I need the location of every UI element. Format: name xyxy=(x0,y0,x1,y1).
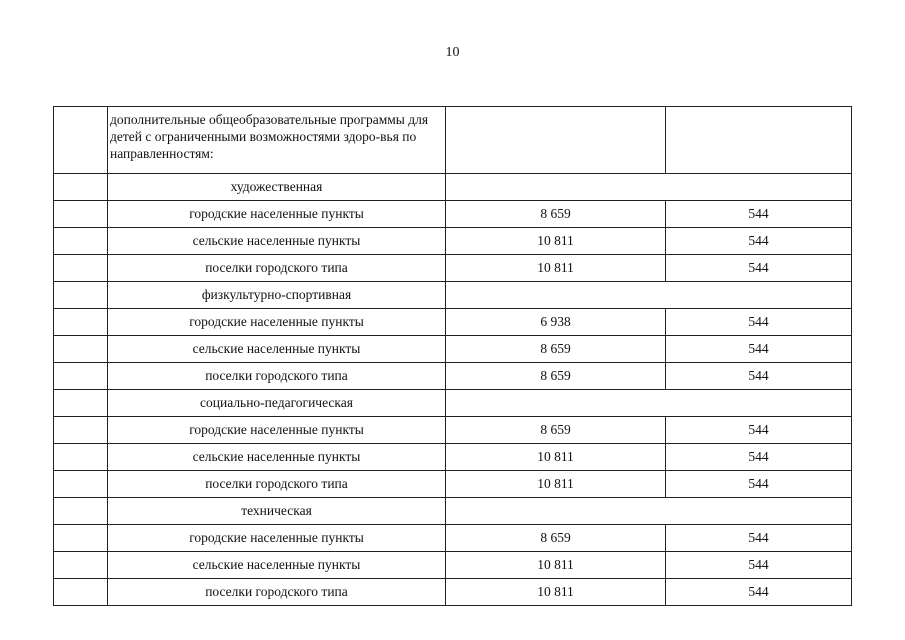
value-cell-empty xyxy=(446,174,852,201)
category-label: социально-педагогическая xyxy=(108,390,446,417)
normative-value-cell: 10 811 xyxy=(446,228,666,255)
coefficient-value-cell: 544 xyxy=(666,579,852,606)
normative-value-cell: 8 659 xyxy=(446,201,666,228)
coefficient-value-cell: 544 xyxy=(666,309,852,336)
normative-value-cell: 8 659 xyxy=(446,336,666,363)
value-cell-empty xyxy=(446,282,852,309)
row-number-cell xyxy=(54,107,108,174)
normative-value-cell: 8 659 xyxy=(446,417,666,444)
table-header-row xyxy=(54,107,852,174)
row-number-cell xyxy=(54,417,108,444)
coefficient-value-cell: 544 xyxy=(666,336,852,363)
row-number-cell xyxy=(54,390,108,417)
coefficient-value-cell: 544 xyxy=(666,228,852,255)
normative-value-cell: 10 811 xyxy=(446,471,666,498)
category-label: физкультурно-спортивная xyxy=(108,282,446,309)
settlement-type-label: поселки городского типа xyxy=(108,579,446,606)
settlement-type-label: поселки городского типа xyxy=(108,363,446,390)
row-number-cell xyxy=(54,579,108,606)
normative-value-cell: 8 659 xyxy=(446,525,666,552)
table-row xyxy=(54,309,852,336)
funding-table xyxy=(53,106,852,606)
normative-value-cell: 8 659 xyxy=(446,363,666,390)
coefficient-value-cell: 544 xyxy=(666,471,852,498)
settlement-type-label: городские населенные пункты xyxy=(108,201,446,228)
settlement-type-label: сельские населенные пункты xyxy=(108,552,446,579)
coefficient-value-cell: 544 xyxy=(666,201,852,228)
table-row xyxy=(54,525,852,552)
row-number-cell xyxy=(54,255,108,282)
row-number-cell xyxy=(54,552,108,579)
coefficient-value-cell: 544 xyxy=(666,417,852,444)
table-body xyxy=(54,107,852,606)
table-row xyxy=(54,471,852,498)
row-number-cell xyxy=(54,525,108,552)
row-number-cell xyxy=(54,282,108,309)
category-label: техническая xyxy=(108,498,446,525)
normative-value-cell: 10 811 xyxy=(446,255,666,282)
normative-value-cell: 10 811 xyxy=(446,579,666,606)
row-number-cell xyxy=(54,471,108,498)
settlement-type-label: сельские населенные пункты xyxy=(108,336,446,363)
category-row xyxy=(54,282,852,309)
category-row xyxy=(54,498,852,525)
value-cell-empty xyxy=(446,498,852,525)
row-number-cell xyxy=(54,444,108,471)
row-number-cell xyxy=(54,201,108,228)
category-row xyxy=(54,174,852,201)
table-row xyxy=(54,228,852,255)
table-row xyxy=(54,201,852,228)
category-label: художественная xyxy=(108,174,446,201)
table-row xyxy=(54,336,852,363)
normative-value-cell: 6 938 xyxy=(446,309,666,336)
row-number-cell xyxy=(54,309,108,336)
table-row xyxy=(54,255,852,282)
table-row xyxy=(54,579,852,606)
coefficient-value-cell: 544 xyxy=(666,363,852,390)
table-row xyxy=(54,444,852,471)
normative-value-cell: 10 811 xyxy=(446,444,666,471)
category-row xyxy=(54,390,852,417)
table-row xyxy=(54,552,852,579)
normative-value-cell: 10 811 xyxy=(446,552,666,579)
table-row xyxy=(54,417,852,444)
settlement-type-label: сельские населенные пункты xyxy=(108,228,446,255)
coefficient-value-cell: 544 xyxy=(666,525,852,552)
value-cell-empty xyxy=(446,390,852,417)
row-number-cell xyxy=(54,498,108,525)
settlement-type-label: сельские населенные пункты xyxy=(108,444,446,471)
coefficient-value-cell: 544 xyxy=(666,552,852,579)
row-number-cell xyxy=(54,228,108,255)
row-number-cell xyxy=(54,336,108,363)
settlement-type-label: городские населенные пункты xyxy=(108,525,446,552)
value-cell-empty xyxy=(446,107,666,174)
settlement-type-label: городские населенные пункты xyxy=(108,417,446,444)
coefficient-value-cell: 544 xyxy=(666,255,852,282)
row-number-cell xyxy=(54,174,108,201)
settlement-type-label: поселки городского типа xyxy=(108,471,446,498)
page-number: 10 xyxy=(445,45,460,60)
table-row xyxy=(54,363,852,390)
settlement-type-label: поселки городского типа xyxy=(108,255,446,282)
settlement-type-label: городские населенные пункты xyxy=(108,309,446,336)
row-number-cell xyxy=(54,363,108,390)
header-text-cell: дополнительные общеобразовательные программы для детей с ограниченными возможностями здоро-вья по направленностям: xyxy=(108,107,446,174)
coefficient-value-cell: 544 xyxy=(666,444,852,471)
value-cell-empty xyxy=(666,107,852,174)
